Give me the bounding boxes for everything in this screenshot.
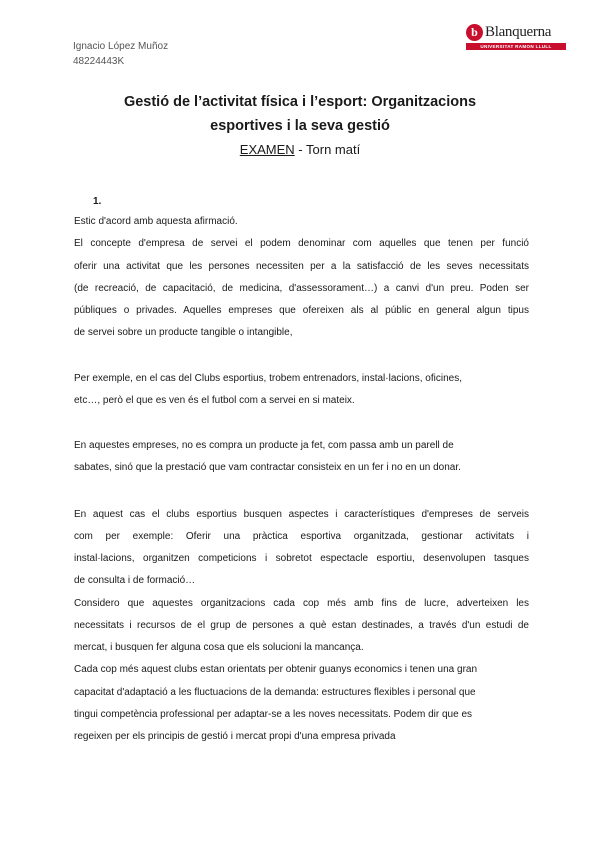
body-line: Per exemple, en el cas del Clubs esportius, trobem entrenadors, instal·lacions, oficines, (74, 373, 462, 384)
body-line: El concepte d'empresa de servei el podem denominar com aquelles que tenen per funció (74, 238, 529, 249)
title-line-1: Gestió de l’activitat física i l’esport: Organitzacions (123, 94, 477, 110)
body-line: En aquestes empreses, no es compra un producte ja fet, com passa amb un parell de (74, 440, 454, 451)
blanquerna-logo (466, 24, 566, 50)
title-line-2: esportives i la seva gestió (210, 118, 390, 134)
body-line: com per exemple: Oferir una pràctica esportiva organitzada, gestionar activitats i (74, 531, 529, 542)
body-line: Cada cop més aquest clubs estan orientats per obtenir guanys economics i tenen una gran (74, 664, 478, 675)
author-id: 48224443K (73, 56, 125, 67)
body-line: de servei sobre un producte tangible o intangible, (74, 327, 293, 338)
logo-subtitle: UNIVERSITAT RAMON LLULL (466, 43, 566, 50)
exam-subtitle (0, 142, 600, 157)
exam-label: EXAMEN (239, 142, 295, 157)
logo-name: Blanquerna (485, 24, 552, 40)
author-block (73, 39, 168, 69)
document-title (0, 90, 600, 138)
body-line: En aquest cas el clubs esportius busquen aspectes i característiques d'empreses de serveis (74, 509, 529, 520)
body-line: de consulta i de formació… (74, 575, 196, 586)
body-line: necessitats i recursos de el grup de persones a què estan destinades, a través d'un estudi de (74, 620, 529, 631)
body-line: Considero que aquestes organitzacions cada cop més amb fins de lucre, adverteixen les (74, 598, 529, 609)
body-line: regeixen per els principis de gestió i mercat propi d'una empresa privada (74, 731, 396, 742)
body-line: sabates, sinó que la prestació que vam contractar consisteix en un fer i no en un donar. (74, 462, 461, 473)
logo-mark-icon: b (466, 24, 483, 41)
body-line: tingui competència professional per adaptar-se a les noves necessitats. Podem dir que es (74, 709, 473, 720)
body-line: oferir una activitat que les persones necessiten per a la satisfacció de les seves necessitats (74, 261, 529, 272)
body-line: Estic d'acord amb aquesta afirmació. (74, 216, 238, 227)
body-line: etc…, però el que es ven és el futbol com a servei en si mateix. (74, 395, 355, 406)
body-line: instal·lacions, organitzen competicions i sobretot espectacle esportiu, desenvolupen tasques (74, 553, 529, 564)
exam-shift: - Torn matí (294, 142, 361, 157)
author-name: Ignacio López Muñoz (73, 41, 169, 52)
body-line: mercat, i busquen fer alguna cosa que els solucioni la mancança. (74, 642, 364, 653)
body-line: públiques o privades. Aquelles empreses que ofereixen als al públic en general algun tipus (74, 305, 529, 316)
body-line: (de recreació, de capacitació, de medicina, d'assessorament…) a canvi d'un preu. Poden ser (74, 283, 529, 294)
question-number: 1. (93, 196, 102, 207)
body-line: capacitat d'adaptació a les fluctuacions de la demanda: estructures flexibles i personal que (74, 687, 476, 698)
